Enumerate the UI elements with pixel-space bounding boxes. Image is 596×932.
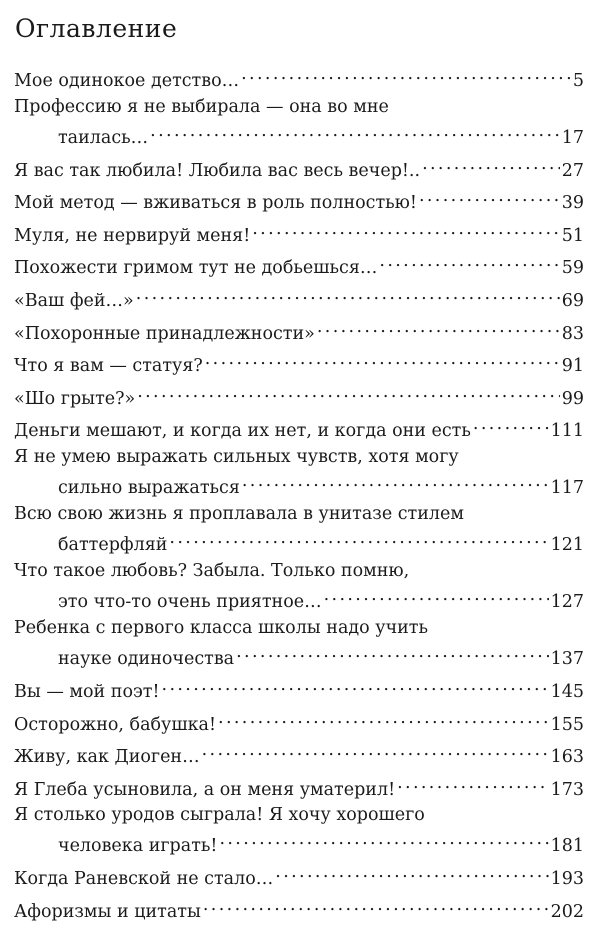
toc-entry[interactable]	[14, 803, 584, 857]
toc-page-number: 69	[561, 290, 584, 311]
toc-page-number: 193	[550, 869, 584, 890]
dot-leader	[236, 640, 548, 664]
toc-entry-title: Мое одинокое детство…	[14, 71, 240, 91]
toc-entry-title: Я вас так любила! Любила вас весь вечер!..	[14, 160, 421, 181]
dot-leader	[242, 469, 549, 493]
toc-entry-title: это что-то очень приятное…	[58, 591, 322, 612]
toc-entry[interactable]	[14, 893, 584, 922]
toc-page-number: 27	[561, 160, 584, 181]
dot-leader	[422, 152, 560, 176]
toc-entry[interactable]	[14, 249, 584, 279]
toc-entry[interactable]	[14, 706, 584, 735]
toc-entry-last-line	[14, 526, 584, 555]
toc-entry-last-line	[14, 315, 584, 344]
dot-leader	[241, 62, 571, 86]
toc-entry-title: Деньги мешают, и когда их нет, и когда они есть	[14, 421, 471, 442]
toc-entry[interactable]	[14, 217, 584, 246]
toc-page-number: 17	[561, 127, 584, 148]
toc-entry-title: Профессию я не выбирала — она во мне	[14, 96, 389, 117]
toc-page-number: 163	[550, 747, 584, 768]
toc-entry-last-line	[14, 771, 584, 800]
toc-entry-title: науке одиночества	[58, 648, 235, 669]
toc-entry[interactable]	[14, 380, 584, 409]
toc-entry-last-line	[14, 184, 584, 214]
toc-entry[interactable]	[14, 184, 584, 214]
toc-page-number: 137	[550, 648, 584, 669]
toc-page-number: 51	[561, 225, 584, 246]
toc-entry-title: Всю свою жизнь я проплавала в унитазе стилем	[14, 503, 464, 524]
toc-entry[interactable]	[14, 502, 584, 555]
toc-entry[interactable]	[14, 771, 584, 800]
dot-leader	[169, 526, 548, 550]
toc-entry-last-line	[14, 738, 584, 768]
toc-entry-last-line	[14, 469, 584, 498]
dot-leader	[203, 893, 549, 917]
toc-entry-line	[14, 445, 584, 469]
toc-page-number: 39	[561, 193, 584, 214]
toc-entry-title: Я столько уродов сыграла! Я хочу хорошего	[14, 805, 425, 826]
toc-page-number: 83	[561, 323, 584, 344]
toc-entry[interactable]	[14, 62, 584, 91]
toc-page-number: 99	[561, 388, 584, 409]
toc-entry-line	[14, 559, 584, 583]
book-page	[14, 0, 584, 932]
toc-entry-last-line	[14, 583, 584, 612]
toc-entry-title: баттерфляй	[58, 534, 168, 555]
toc-entry-title: Похожести гримом тут не добьешься…	[14, 258, 378, 279]
toc-entry[interactable]	[14, 445, 584, 498]
toc-entry-line	[14, 616, 584, 640]
toc-entry-last-line	[14, 893, 584, 922]
dot-leader	[202, 738, 549, 762]
toc-entry-line	[14, 502, 584, 526]
toc-entry-last-line	[14, 706, 584, 735]
toc-entry-title: Мой метод — вживаться в роль полностью!	[14, 193, 417, 214]
toc-entry-last-line	[14, 62, 584, 91]
toc-entry[interactable]	[14, 559, 584, 612]
toc-page-number: 5	[572, 71, 584, 91]
page-title: Оглавление	[15, 14, 178, 43]
toc-page-number: 91	[561, 356, 584, 377]
toc-entry-title: Что я вам — статуя?	[14, 356, 203, 377]
toc-entry[interactable]	[14, 152, 584, 181]
toc-entry-last-line	[14, 640, 584, 669]
toc-entry-last-line	[14, 380, 584, 409]
toc-entry-title: Я не умею выражать сильных чувств, хотя могу	[14, 446, 459, 467]
toc-entry-last-line	[14, 673, 584, 702]
toc-entry[interactable]	[14, 673, 584, 702]
toc-page-number: 173	[550, 779, 584, 800]
dot-leader	[205, 347, 560, 371]
toc-page-number: 121	[550, 534, 584, 555]
toc-entry-last-line	[14, 827, 584, 857]
toc-entry-title: Когда Раневской не стало…	[14, 869, 274, 890]
dot-leader	[324, 583, 549, 607]
toc-entry[interactable]	[14, 616, 584, 669]
toc-page-number: 111	[550, 421, 584, 442]
toc-entry-title: Ребенка с первого класса школы надо учить	[14, 617, 429, 638]
toc-entry-last-line	[14, 152, 584, 181]
dot-leader	[397, 771, 548, 795]
toc-entry-title: Афоризмы и цитаты	[14, 901, 201, 922]
toc-entry-title: таилась…	[58, 127, 149, 148]
toc-entry-title: Что такое любовь? Забыла. Только помню,	[14, 560, 410, 581]
toc-entry-title: Вы — мой поэт!	[14, 681, 160, 702]
toc-page-number: 202	[550, 901, 584, 922]
dot-leader	[137, 380, 560, 404]
toc-page-number: 181	[550, 836, 584, 857]
toc-entry-title: «Шо грыте?»	[14, 388, 136, 409]
toc-page-number: 117	[550, 477, 584, 498]
toc-entry-title: человека играть!	[58, 836, 218, 857]
dot-leader	[136, 282, 560, 306]
toc-entry[interactable]	[14, 282, 584, 311]
dot-leader	[150, 119, 560, 143]
toc-entry-last-line	[14, 347, 584, 377]
toc-entry[interactable]	[14, 95, 584, 148]
toc-entry[interactable]	[14, 412, 584, 442]
toc-entry-title: Муля, не нервируй меня!	[14, 225, 251, 246]
toc-entry-line	[14, 95, 584, 119]
toc-entry-line	[14, 803, 584, 827]
dot-leader	[218, 706, 549, 730]
toc-entry[interactable]	[14, 860, 584, 890]
toc-entry-title: Осторожно, бабушка!	[14, 714, 217, 735]
toc-entry-last-line	[14, 860, 584, 890]
dot-leader	[379, 249, 559, 273]
toc-entry-last-line	[14, 282, 584, 311]
toc-entry[interactable]	[14, 738, 584, 768]
toc-page-number: 145	[550, 681, 584, 702]
dot-leader	[317, 315, 560, 339]
toc-entry[interactable]	[14, 315, 584, 344]
dot-leader	[419, 184, 560, 208]
toc-list	[14, 62, 584, 926]
toc-page-number: 59	[561, 258, 584, 279]
toc-entry[interactable]	[14, 347, 584, 377]
dot-leader	[275, 860, 548, 884]
toc-entry-last-line	[14, 119, 584, 148]
toc-entry-title: Я Глеба усыновила, а он меня уматерил!	[14, 779, 396, 800]
toc-entry-title: «Похоронные принадлежности»	[14, 323, 315, 344]
toc-entry-title: Живу, как Диоген…	[14, 747, 200, 768]
toc-page-number: 155	[550, 714, 584, 735]
toc-entry-title: «Ваш фей…»	[14, 290, 134, 311]
dot-leader	[219, 827, 548, 851]
dot-leader	[252, 217, 559, 241]
toc-entry-last-line	[14, 249, 584, 279]
toc-page-number: 127	[550, 591, 584, 612]
dot-leader	[473, 412, 549, 436]
dot-leader	[162, 673, 549, 697]
toc-entry-last-line	[14, 217, 584, 246]
toc-entry-last-line	[14, 412, 584, 442]
toc-entry-title: сильно выражаться	[58, 477, 240, 498]
